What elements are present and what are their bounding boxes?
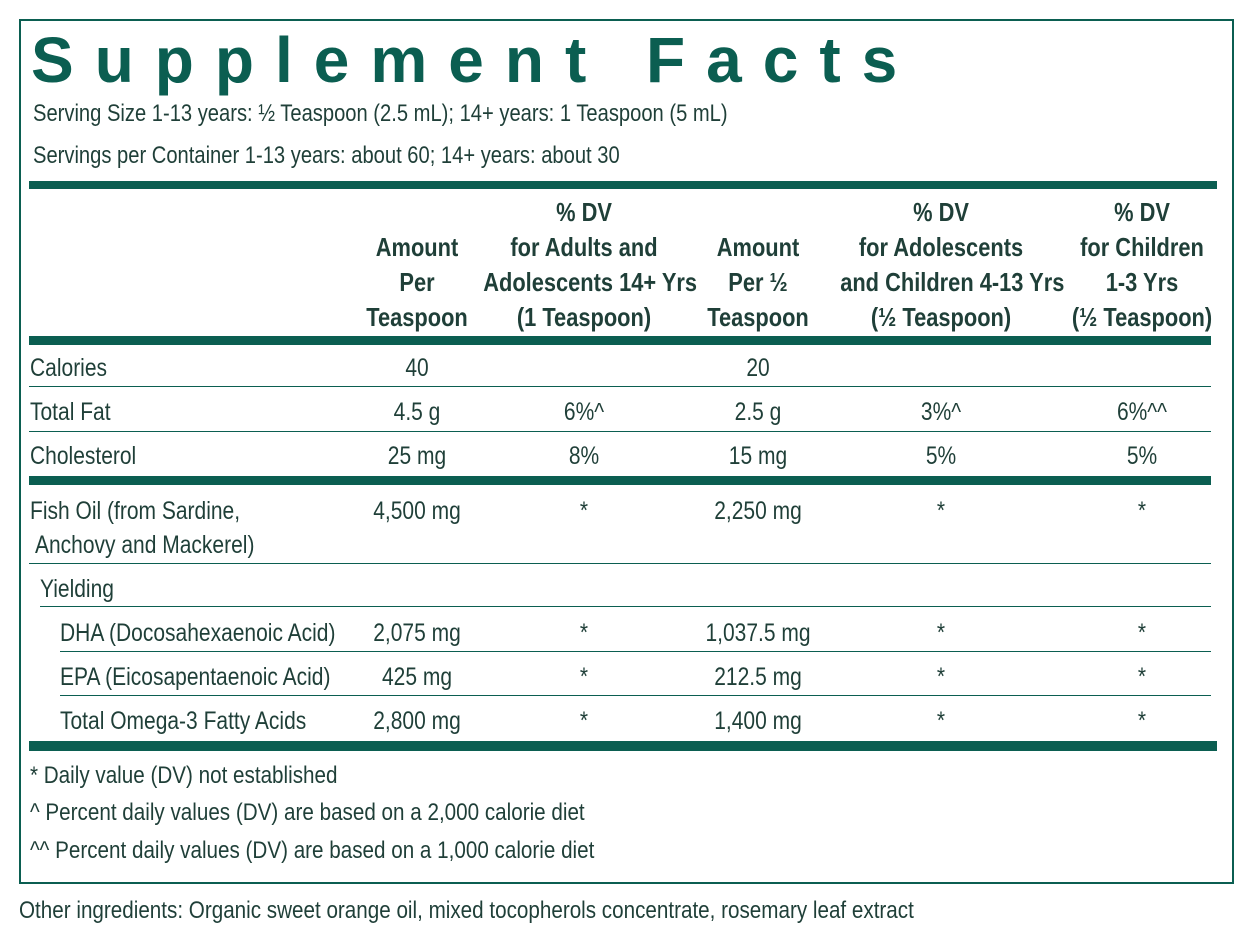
total-fat-dv-adolescents-children: 3%^ bbox=[920, 398, 962, 426]
cholesterol-amount-per-teaspoon: 25 mg bbox=[387, 442, 447, 470]
omega-3-amount-per-half-teaspoon: 1,400 mg bbox=[714, 707, 802, 735]
dha-dv-adults: * bbox=[579, 619, 589, 647]
cholesterol-amount-per-half-teaspoon: 15 mg bbox=[728, 442, 788, 470]
dha-amount-per-half-teaspoon: 1,037.5 mg bbox=[705, 619, 811, 647]
row-divider bbox=[29, 563, 1211, 564]
row-label-epa: EPA (Eicosapentaenoic Acid) bbox=[60, 663, 331, 691]
epa-dv-adults: * bbox=[579, 663, 589, 691]
column-header-dv-adults: % DV for Adults and Adolescents 14+ Yrs (1 Teaspoon) bbox=[483, 197, 698, 332]
fish-oil-dv-adults: * bbox=[579, 497, 589, 525]
row-label-dha: DHA (Docosahexaenoic Acid) bbox=[60, 619, 336, 647]
epa-amount-per-half-teaspoon: 212.5 mg bbox=[714, 663, 802, 691]
row-label-calories: Calories bbox=[30, 354, 108, 382]
supplement-facts-panel bbox=[19, 19, 1234, 884]
fish-oil-dv-children: * bbox=[1137, 497, 1147, 525]
panel-title: Supplement Facts bbox=[31, 24, 919, 96]
epa-dv-children: * bbox=[1137, 663, 1147, 691]
row-label-total-omega-3: Total Omega-3 Fatty Acids bbox=[60, 707, 307, 735]
column-header-amount-per-teaspoon: Amount Per Teaspoon bbox=[366, 232, 468, 332]
total-fat-amount-per-teaspoon: 4.5 g bbox=[393, 398, 441, 426]
footnote-dv-not-established: * Daily value (DV) not established bbox=[30, 762, 338, 789]
row-label-fish-oil-line-2: Anchovy and Mackerel) bbox=[35, 531, 255, 559]
omega-3-dv-children: * bbox=[1137, 707, 1147, 735]
row-label-total-fat: Total Fat bbox=[30, 398, 111, 426]
bottom-thick-rule bbox=[29, 741, 1217, 751]
column-header-amount-per-half-teaspoon: Amount Per ½ Teaspoon bbox=[707, 232, 809, 332]
row-label-yielding: Yielding bbox=[40, 575, 114, 603]
footnote-2000-calorie: ^ Percent daily values (DV) are based on a 2,000 calorie diet bbox=[30, 799, 585, 826]
epa-amount-per-teaspoon: 425 mg bbox=[381, 663, 453, 691]
row-divider bbox=[29, 431, 1211, 432]
dha-amount-per-teaspoon: 2,075 mg bbox=[373, 619, 461, 647]
total-fat-amount-per-half-teaspoon: 2.5 g bbox=[734, 398, 782, 426]
calories-amount-per-half-teaspoon: 20 bbox=[746, 354, 770, 382]
fish-oil-amount-per-half-teaspoon: 2,250 mg bbox=[714, 497, 802, 525]
middle-thick-rule bbox=[29, 476, 1211, 485]
omega-3-dv-adolescents-children: * bbox=[936, 707, 946, 735]
servings-per-container: Servings per Container 1-13 years: about 60; 14+ years: about 30 bbox=[33, 142, 620, 169]
fish-oil-amount-per-teaspoon: 4,500 mg bbox=[373, 497, 461, 525]
column-header-dv-adolescents-children: % DV for Adolescents and Children 4-13 Yrs (½ Teaspoon) bbox=[840, 197, 1065, 332]
row-label-fish-oil-line-1: Fish Oil (from Sardine, bbox=[30, 497, 241, 525]
cholesterol-dv-children: 5% bbox=[1126, 442, 1158, 470]
omega-3-amount-per-teaspoon: 2,800 mg bbox=[373, 707, 461, 735]
column-header-dv-children: % DV for Children 1-3 Yrs (½ Teaspoon) bbox=[1071, 197, 1213, 332]
total-fat-dv-children: 6%^^ bbox=[1116, 398, 1168, 426]
serving-size: Serving Size 1-13 years: ½ Teaspoon (2.5 mL); 14+ years: 1 Teaspoon (5 mL) bbox=[33, 100, 728, 127]
omega-3-dv-adults: * bbox=[579, 707, 589, 735]
row-divider bbox=[60, 695, 1211, 696]
dha-dv-adolescents-children: * bbox=[936, 619, 946, 647]
top-thick-rule bbox=[29, 181, 1217, 189]
total-fat-dv-adults: 6%^ bbox=[563, 398, 605, 426]
cholesterol-dv-adults: 8% bbox=[568, 442, 600, 470]
row-divider bbox=[60, 651, 1211, 652]
calories-amount-per-teaspoon: 40 bbox=[405, 354, 429, 382]
row-label-cholesterol: Cholesterol bbox=[30, 442, 137, 470]
fish-oil-dv-adolescents-children: * bbox=[936, 497, 946, 525]
row-divider bbox=[29, 386, 1211, 387]
dha-dv-children: * bbox=[1137, 619, 1147, 647]
footnote-1000-calorie: ^^ Percent daily values (DV) are based on a 1,000 calorie diet bbox=[30, 837, 595, 864]
other-ingredients: Other ingredients: Organic sweet orange oil, mixed tocopherols concentrate, rosemary leaf extract bbox=[19, 897, 914, 924]
row-divider bbox=[40, 606, 1211, 607]
header-thick-rule bbox=[29, 336, 1211, 345]
cholesterol-dv-adolescents-children: 5% bbox=[925, 442, 957, 470]
epa-dv-adolescents-children: * bbox=[936, 663, 946, 691]
